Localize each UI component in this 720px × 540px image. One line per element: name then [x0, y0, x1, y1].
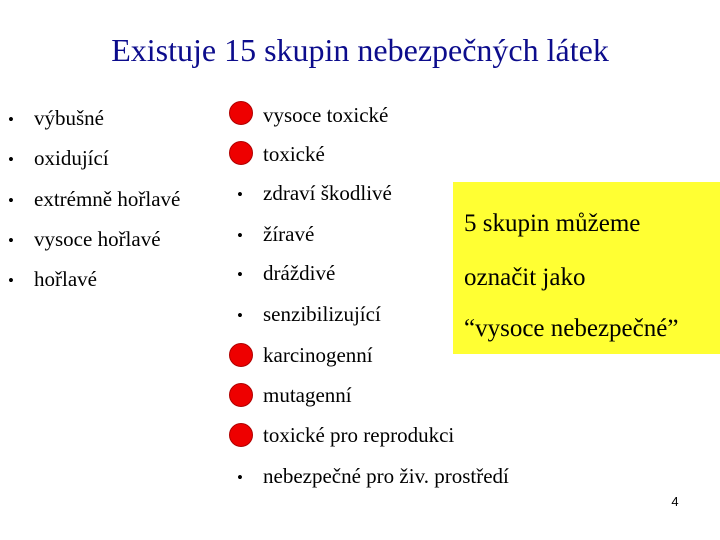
right-list-item	[263, 420, 454, 450]
bullet-icon: •	[237, 185, 243, 204]
slide-title: Existuje 15 skupin nebezpečných látek	[111, 32, 609, 68]
list-item-label: extrémně hořlavé	[34, 187, 181, 211]
list-item-label: zdraví škodlivé	[263, 181, 392, 205]
left-list-item	[8, 103, 104, 133]
list-item-label: mutagenní	[263, 383, 352, 407]
list-item-label: toxické	[263, 142, 325, 166]
left-list-item	[8, 224, 161, 254]
left-list-item	[8, 184, 180, 214]
right-list-item	[237, 258, 335, 288]
right-list-item	[263, 139, 325, 169]
list-item-label: toxické pro reprodukci	[263, 423, 455, 447]
list-item-label: nebezpečné pro živ. prostředí	[263, 464, 509, 488]
page-number: 4	[671, 494, 679, 509]
right-list-item	[237, 461, 509, 491]
list-item-label: senzibilizující	[263, 302, 381, 326]
list-item-label: hořlavé	[34, 267, 97, 291]
note-line: označit jako	[464, 264, 586, 291]
right-list-item	[263, 340, 373, 370]
bullet-icon: •	[8, 271, 14, 290]
red-dot-icon	[229, 343, 253, 367]
right-list-item	[237, 299, 381, 329]
right-list-item	[263, 100, 388, 130]
list-item-label: oxidující	[34, 146, 109, 170]
right-list-item	[237, 178, 392, 208]
note-line: 5 skupin můžeme	[464, 210, 641, 237]
highlight-note-box	[453, 182, 720, 354]
list-item-label: vysoce hořlavé	[34, 227, 161, 251]
note-line: “vysoce nebezpečné”	[464, 315, 679, 342]
right-list-item	[263, 380, 352, 410]
right-list-item	[237, 219, 314, 249]
red-dot-icon	[229, 423, 253, 447]
left-list-item	[8, 264, 97, 294]
list-item-label: vysoce toxické	[263, 103, 389, 127]
bullet-icon: •	[237, 265, 243, 284]
bullet-icon: •	[8, 110, 14, 129]
bullet-icon: •	[237, 226, 243, 245]
bullet-icon: •	[237, 468, 243, 487]
bullet-icon: •	[237, 306, 243, 325]
list-item-label: žíravé	[263, 222, 315, 246]
bullet-icon: •	[8, 150, 14, 169]
list-item-label: dráždivé	[263, 261, 336, 285]
red-dot-icon	[229, 101, 253, 125]
red-dot-icon	[229, 141, 253, 165]
left-list-item	[8, 143, 109, 173]
list-item-label: karcinogenní	[263, 343, 373, 367]
list-item-label: výbušné	[34, 106, 104, 130]
bullet-icon: •	[8, 191, 14, 210]
red-dot-icon	[229, 383, 253, 407]
bullet-icon: •	[8, 231, 14, 250]
